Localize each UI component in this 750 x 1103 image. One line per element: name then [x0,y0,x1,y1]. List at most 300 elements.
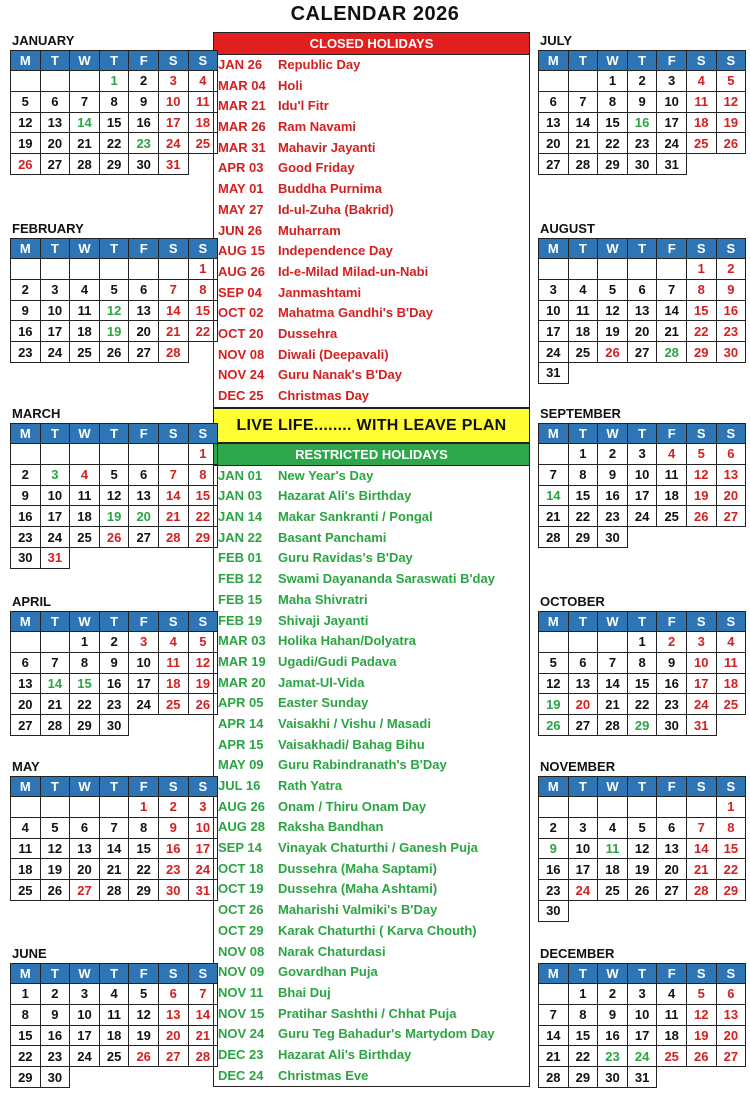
month-grid [538,50,746,175]
day-cell: 22 [11,1046,41,1067]
month-grid [10,423,218,569]
day-cell: 3 [40,279,70,300]
day-cell: 11 [70,300,100,321]
day-cell: 29 [686,342,716,363]
holiday-name: Guru Ravidas's B'Day [278,550,413,566]
day-cell: 23 [40,1046,70,1067]
week-row [539,506,746,527]
day-cell: 13 [627,300,657,321]
day-cell: 5 [40,817,70,838]
week-row [539,321,746,342]
day-cell: 20 [40,133,70,154]
day-cell: 30 [129,154,159,175]
day-cell: 24 [627,506,657,527]
day-cell: 19 [598,321,628,342]
weekday-header: F [129,424,159,444]
weekday-header: W [70,239,100,259]
week-row [11,984,218,1005]
day-cell: 12 [129,1004,159,1025]
day-cell: 3 [158,71,188,92]
holiday-name: Jamat-Ul-Vida [278,674,365,690]
day-cell: 29 [568,1067,598,1088]
holiday-date: MAR 20 [218,674,266,690]
day-cell: 14 [70,112,100,133]
weekday-header: T [568,612,598,632]
day-cell: 30 [657,715,687,736]
week-row [539,485,746,506]
holiday-row [214,817,529,838]
day-cell: 14 [539,1025,569,1046]
weekday-header: S [716,51,746,71]
holiday-date: APR 15 [218,736,264,752]
day-cell: 22 [568,1046,598,1067]
day-cell: 4 [657,444,687,465]
day-cell: 6 [158,984,188,1005]
day-cell [70,444,100,465]
week-row [539,259,746,280]
holiday-name: Hazarat Ali's Birthday [278,488,412,504]
day-cell: 9 [598,464,628,485]
day-cell: 25 [11,880,41,901]
holiday-row [214,735,529,756]
day-cell: 10 [188,817,218,838]
day-cell: 8 [686,279,716,300]
holiday-name: Rath Yatra [278,778,343,793]
holiday-name: Raksha Bandhan [278,819,384,835]
day-cell: 21 [158,321,188,342]
day-cell [568,632,598,653]
day-cell [129,444,159,465]
week-row [11,632,218,653]
day-cell: 15 [716,838,746,859]
weekday-header: M [11,777,41,797]
day-cell: 6 [129,464,159,485]
day-cell: 30 [598,1067,628,1088]
day-cell: 6 [716,444,746,465]
day-cell: 25 [657,506,687,527]
holiday-name: Maha Shivratri [278,591,368,607]
holiday-row [214,303,529,324]
day-cell: 13 [716,464,746,485]
day-cell: 22 [568,506,598,527]
weekday-header: T [627,964,657,984]
weekday-header: T [568,777,598,797]
weekday-header: F [129,612,159,632]
weekday-header: M [11,424,41,444]
weekday-header: W [70,51,100,71]
holiday-row [214,283,529,304]
day-cell [11,632,41,653]
holiday-row [214,200,529,221]
day-cell: 11 [99,1004,129,1025]
day-cell: 15 [568,1025,598,1046]
holiday-name: Janmashtami [278,284,362,300]
day-cell: 28 [99,880,129,901]
holiday-date: JAN 22 [218,529,263,545]
week-row [539,817,746,838]
month-grid [10,50,218,175]
week-row [539,1067,746,1088]
day-cell: 12 [188,652,218,673]
month-september [538,405,746,548]
day-cell: 3 [657,71,687,92]
day-cell: 11 [716,652,746,673]
holiday-date: NOV 11 [218,984,264,1000]
day-cell: 14 [539,485,569,506]
day-cell: 15 [188,485,218,506]
day-cell: 19 [716,112,746,133]
day-cell: 13 [568,673,598,694]
day-cell: 5 [716,71,746,92]
holiday-name: Guru Nanak's B'Day [278,367,402,383]
week-row [11,112,218,133]
day-cell: 19 [40,859,70,880]
holiday-row [214,569,529,590]
holiday-date: NOV 24 [218,1026,265,1042]
day-cell [70,259,100,280]
day-cell: 19 [129,1025,159,1046]
day-cell: 16 [40,1025,70,1046]
day-cell [657,259,687,280]
day-cell: 18 [70,506,100,527]
weekday-header: M [539,777,569,797]
day-cell: 5 [188,632,218,653]
holiday-row [214,755,529,776]
month-name: JUNE [12,946,47,961]
holiday-row [214,386,529,407]
day-cell: 7 [539,1004,569,1025]
day-cell: 8 [716,817,746,838]
holiday-name: Guru Rabindranath's B'Day [278,757,447,773]
holiday-row [214,879,529,900]
day-cell: 23 [99,694,129,715]
holiday-name: Dussehra [278,325,338,341]
holiday-name: Holika Hahan/Dolyatra [278,633,416,649]
month-name: FEBRUARY [12,221,84,236]
day-cell: 22 [598,133,628,154]
weekday-header: S [158,777,188,797]
month-grid [538,611,746,736]
day-cell [158,259,188,280]
holiday-date: OCT 26 [218,902,264,918]
holiday-date: SEP 04 [218,284,262,300]
holiday-date: NOV 15 [218,1005,265,1021]
month-october [538,593,746,736]
weekday-header: S [158,239,188,259]
weekday-header: S [716,777,746,797]
day-cell: 26 [598,342,628,363]
day-cell: 23 [598,506,628,527]
week-row [539,527,746,548]
day-cell: 20 [129,506,159,527]
holiday-date: NOV 08 [218,943,265,959]
day-cell: 23 [158,859,188,880]
week-row [539,279,746,300]
weekday-header: T [99,777,129,797]
day-cell: 9 [627,91,657,112]
month-name: APRIL [12,594,51,609]
holiday-row [214,138,529,159]
day-cell: 13 [129,300,159,321]
day-cell: 24 [539,342,569,363]
day-cell: 25 [99,1046,129,1067]
week-row [539,984,746,1005]
day-cell: 19 [686,1025,716,1046]
day-cell: 10 [70,1004,100,1025]
day-cell: 8 [598,91,628,112]
day-cell [568,259,598,280]
day-cell: 29 [11,1067,41,1088]
week-row [11,342,218,363]
weekday-header: T [40,777,70,797]
day-cell: 5 [686,984,716,1005]
weekday-header: S [716,964,746,984]
holiday-date: AUG 28 [218,819,265,835]
day-cell: 2 [11,464,41,485]
day-cell [40,259,70,280]
day-cell: 9 [11,300,41,321]
holiday-name: Makar Sankranti / Pongal [278,509,433,525]
holiday-name: Bhai Duj [278,984,331,1000]
day-cell: 24 [40,342,70,363]
day-cell: 6 [627,279,657,300]
day-cell: 9 [158,817,188,838]
day-cell [598,259,628,280]
weekday-header: S [716,424,746,444]
month-august [538,220,746,384]
day-cell: 2 [716,259,746,280]
day-cell: 4 [70,279,100,300]
week-row [539,112,746,133]
month-name: MARCH [12,406,61,421]
holiday-row [214,324,529,345]
month-february [10,220,218,363]
day-cell [539,797,569,818]
day-cell: 24 [129,694,159,715]
day-cell: 29 [70,715,100,736]
holiday-row [214,262,529,283]
day-cell: 4 [568,279,598,300]
day-cell: 8 [70,652,100,673]
day-cell: 13 [539,112,569,133]
day-cell: 24 [568,880,598,901]
day-cell: 28 [70,154,100,175]
holiday-row [214,55,529,76]
holiday-name: Christmas Day [278,388,370,403]
weekday-header: S [188,612,218,632]
holiday-name: Easter Sunday [278,695,369,711]
day-cell: 26 [40,880,70,901]
holiday-date: DEC 24 [218,1067,264,1083]
weekday-header: S [716,239,746,259]
day-cell: 25 [657,1046,687,1067]
week-row [11,300,218,321]
day-cell: 14 [686,838,716,859]
weekday-header: M [11,612,41,632]
week-row [539,880,746,901]
day-cell: 27 [716,506,746,527]
day-cell: 1 [627,632,657,653]
holiday-row [214,117,529,138]
weekday-header: W [70,612,100,632]
day-cell: 27 [627,342,657,363]
day-cell: 26 [686,506,716,527]
week-row [539,362,746,383]
holiday-name: New Year's Day [278,467,374,483]
day-cell: 4 [158,632,188,653]
day-cell [99,444,129,465]
day-cell: 12 [716,91,746,112]
day-cell: 31 [539,362,569,383]
weekday-header: W [598,51,628,71]
day-cell: 8 [188,464,218,485]
day-cell: 5 [598,279,628,300]
weekday-header: M [11,51,41,71]
day-cell: 11 [657,464,687,485]
day-cell: 20 [627,321,657,342]
holiday-name: Good Friday [278,160,355,176]
weekday-header: T [99,964,129,984]
day-cell [568,797,598,818]
weekday-header: S [686,964,716,984]
holiday-date: AUG 26 [218,263,265,279]
day-cell: 16 [11,506,41,527]
day-cell: 28 [40,715,70,736]
holiday-name: Basant Panchami [278,529,387,545]
week-row [11,652,218,673]
holiday-date: FEB 12 [218,571,263,587]
day-cell: 27 [129,342,159,363]
day-cell: 18 [158,673,188,694]
holiday-name: Muharram [278,222,341,238]
weekday-header: S [188,964,218,984]
day-cell: 27 [158,1046,188,1067]
weekday-header: W [70,424,100,444]
week-row [539,1046,746,1067]
holiday-date: JUN 26 [218,222,263,238]
holiday-name: Karak Chaturthi ( Karva Chouth) [278,922,477,938]
holiday-name: Id-ul-Zuha (Bakrid) [278,201,394,217]
day-cell: 18 [188,112,218,133]
day-cell: 2 [99,632,129,653]
month-name: SEPTEMBER [540,406,621,421]
day-cell: 3 [129,632,159,653]
day-cell [40,632,70,653]
day-cell: 4 [70,464,100,485]
day-cell: 4 [657,984,687,1005]
week-row [539,632,746,653]
week-row [11,838,218,859]
month-april [10,593,218,736]
month-name: NOVEMBER [540,759,616,774]
holiday-row [214,673,529,694]
page-title: CALENDAR 2026 [290,3,460,25]
holiday-date: NOV 24 [218,367,265,383]
weekday-header: W [598,777,628,797]
day-cell: 12 [686,1004,716,1025]
day-cell: 7 [158,464,188,485]
weekday-header: T [40,964,70,984]
holiday-name: Dussehra (Maha Ashtami) [278,881,438,897]
weekday-header: T [568,424,598,444]
day-cell: 20 [158,1025,188,1046]
day-cell: 30 [598,527,628,548]
day-cell: 7 [598,652,628,673]
holiday-name: Independence Day [278,243,393,259]
day-cell: 23 [716,321,746,342]
day-cell: 26 [99,342,129,363]
day-cell: 13 [40,112,70,133]
day-cell: 22 [627,694,657,715]
week-row [11,71,218,92]
weekday-header: M [11,239,41,259]
week-row [539,464,746,485]
day-cell: 5 [129,984,159,1005]
holiday-row [214,466,529,487]
day-cell: 12 [40,838,70,859]
week-row [11,673,218,694]
day-cell [40,71,70,92]
day-cell: 7 [568,91,598,112]
day-cell: 1 [99,71,129,92]
holiday-date: OCT 18 [218,860,264,876]
holiday-name: Vaisakhadi/ Bahag Bihu [278,736,425,752]
month-june [10,945,218,1088]
day-cell: 28 [158,342,188,363]
day-cell: 14 [188,1004,218,1025]
month-grid [538,238,746,384]
day-cell: 25 [158,694,188,715]
day-cell: 8 [99,91,129,112]
holiday-date: FEB 15 [218,591,263,607]
week-row [539,1004,746,1025]
month-name: MAY [12,759,40,774]
week-row [11,91,218,112]
week-row [11,154,218,175]
day-cell: 3 [188,797,218,818]
day-cell: 1 [188,444,218,465]
day-cell: 7 [40,652,70,673]
day-cell: 10 [657,91,687,112]
week-row [539,838,746,859]
day-cell: 3 [40,464,70,485]
day-cell: 14 [40,673,70,694]
weekday-header: W [598,964,628,984]
day-cell: 12 [99,485,129,506]
day-cell: 11 [598,838,628,859]
holiday-name: Narak Chaturdasi [278,943,386,959]
weekday-header: S [686,424,716,444]
day-cell: 17 [627,1025,657,1046]
day-cell: 10 [539,300,569,321]
day-cell: 22 [129,859,159,880]
weekday-header: F [657,777,687,797]
day-cell: 20 [11,694,41,715]
weekday-header: S [158,424,188,444]
day-cell: 6 [70,817,100,838]
month-name: JANUARY [12,33,75,48]
holiday-row [214,611,529,632]
holiday-name: Hazarat Ali's Birthday [278,1046,412,1062]
weekday-header: W [598,239,628,259]
day-cell: 29 [568,527,598,548]
day-cell: 29 [99,154,129,175]
day-cell: 18 [70,321,100,342]
day-cell: 26 [539,715,569,736]
day-cell: 3 [627,444,657,465]
holiday-row [214,1045,529,1066]
holiday-name: Vinayak Chaturthi / Ganesh Puja [278,840,478,856]
